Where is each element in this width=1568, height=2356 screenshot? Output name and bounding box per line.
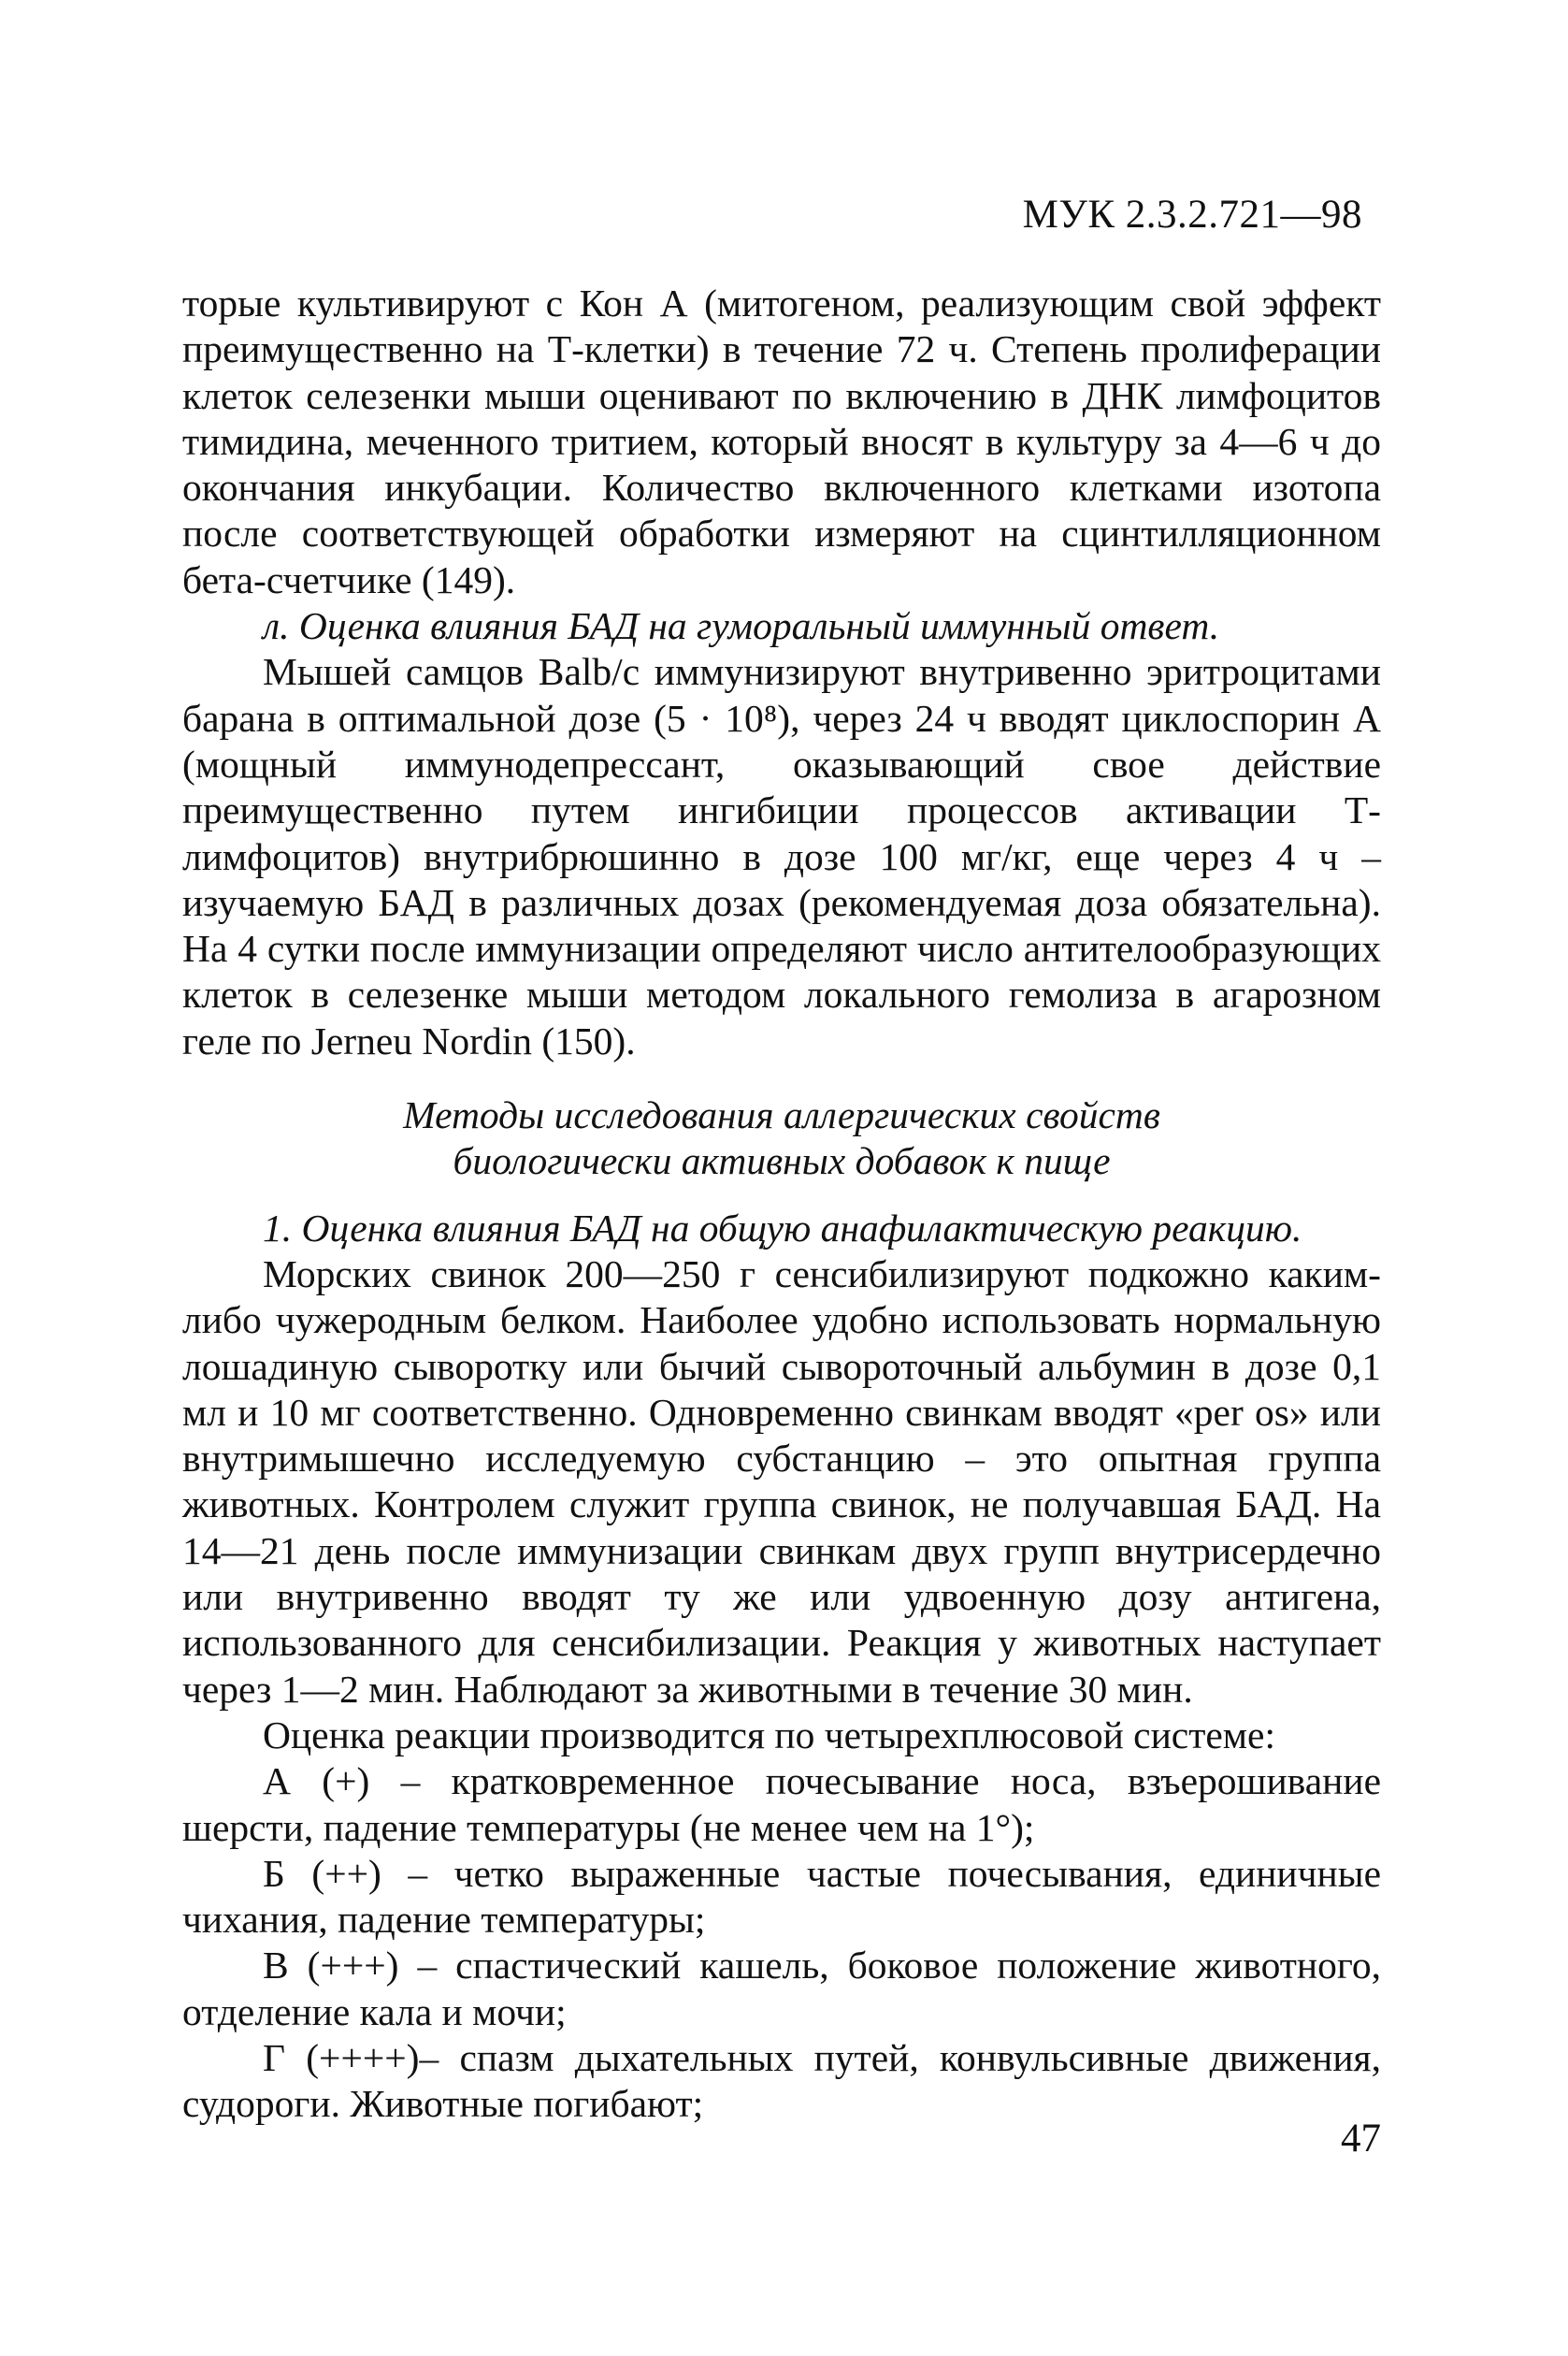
- section-title-line-2: биологически активных добавок к пище: [453, 1139, 1111, 1183]
- grade-a-item: А (+) – кратковременное почесывание носа, взъерошивание шерсти, падение температуры (не менее чем на 1°);: [182, 1759, 1381, 1849]
- paragraph-anaphylaxis-method: Морских свинок 200—250 г сенсибилизируют подкожно каким-либо чужеродным белком. Наиболее удобно использовать нормальную лошадиную сыворотку или бычий сывороточный альбумин в дозе 0,1 мл и 10 мг соответственно. Одновременно свинкам вводят «per os» или внутримышечно исследуемую субстанцию – это опытная группа животных. Контролем служит группа свинок, не получавшая БАД. На 14—21 день после иммунизации свинкам двух групп внутрисердечно или внутривенно вводят ту же или удвоенную дозу антигена, использованного для сенсибилизации. Реакция у животных наступает через 1—2 мин. Наблюдают за животными в течение 30 мин.: [182, 1251, 1381, 1711]
- subheading-humoral-response: л. Оценка влияния БАД на гуморальный иммунный ответ.: [263, 604, 1220, 648]
- page-number: 47: [1341, 2117, 1381, 2161]
- document-code-header: МУК 2.3.2.721—98: [1022, 193, 1362, 237]
- grade-b-item: Б (++) – четко выраженные частые почесывания, единичные чихания, падение температуры;: [182, 1851, 1381, 1942]
- grade-v-item: В (+++) – спастический кашель, боковое положение животного, отделение кала и мочи;: [182, 1944, 1381, 2033]
- paragraph-humoral-method: Мышей самцов Balb/c иммунизируют внутривенно эритроцитами барана в оптимальной дозе (5 · 10⁸), через 24 ч вводят циклоспорин А (мощный иммунодепрессант, оказывающий свое действие преимущественно путем ингибиции процессов активации Т-лимфоцитов) внутрибрюшинно в дозе 100 мг/кг, еще через 4 ч – изучаемую БАД в различных дозах (рекомендуемая доза обязательна). На 4 сутки после иммунизации определяют число антителообразующих клеток в селезенке мыши методом локального гемолиза в агарозном геле по Jerneu Nordin (150).: [182, 650, 1381, 1062]
- section-title-line-1: Методы исследования аллергических свойств: [403, 1093, 1160, 1137]
- section-title: [182, 1092, 1381, 1185]
- paragraph-proliferation: торые культивируют с Кон А (митогеном, реализующим свой эффект преимущественно на Т-клетки) в течение 72 ч. Степень пролиферации клеток селезенки мыши оценивают по включению в ДНК лимфоцитов тимидина, меченного тритием, который вносят в культуру за 4—6 ч до окончания инкубации. Количество включенного клетками изотопа после соответствующей обработки измеряют на сцинтилляционном бета-счетчике (149).: [182, 282, 1381, 601]
- page-body: [182, 281, 1381, 2128]
- paragraph-scoring-system: Оценка реакции производится по четырехплюсовой системе:: [263, 1713, 1275, 1756]
- subheading-anaphylaxis: 1. Оценка влияния БАД на общую анафилактическую реакцию.: [263, 1206, 1302, 1250]
- grade-g-item: Г (++++)– спазм дыхательных путей, конвульсивные движения, судороги. Животные погибают;: [182, 2035, 1381, 2126]
